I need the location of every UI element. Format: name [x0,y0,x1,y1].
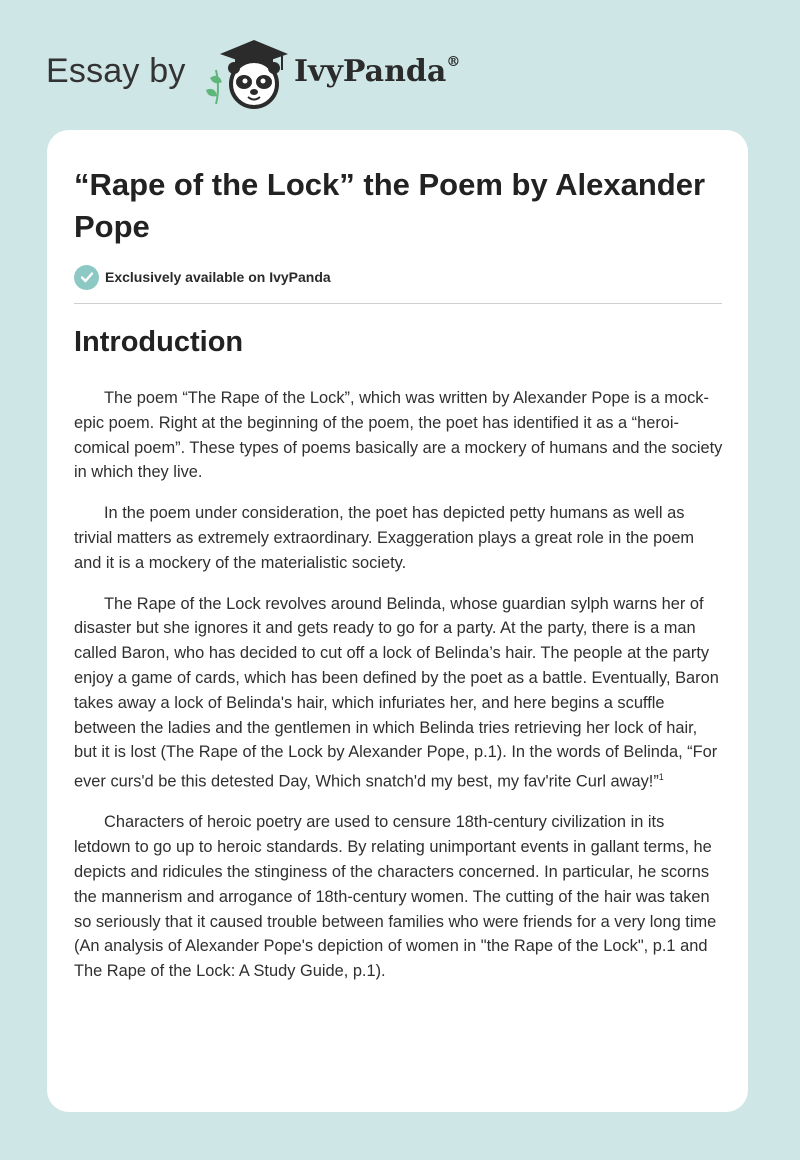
paragraph: Characters of heroic poetry are used to censure 18th-century civilization in its letdown to go up to heroic standards. By relating unimportant events in gallant terms, he depicts and ridicules the stinginess of the characters concerned. In particular, he scorns the mannerism and arrogance of 18th-century women. The cutting of the hair was taken so seriously that it caused trouble between families who were friends for a very long time (An analysis of Alexander Pope's depiction of women in "the Rape of the Lock", p.1 and The Rape of the Lock: A Study Guide, p.1). [74,813,717,981]
exclusive-badge [74,264,331,290]
exclusive-badge-label: Exclusively available on IvyPanda [105,269,331,285]
check-icon [74,265,99,290]
essay-card [47,130,748,1112]
section-heading: Introduction [74,326,244,358]
paragraph: In the poem under consideration, the poet has depicted petty humans as well as trivial matters as extremely extraordinary. Exaggeration plays a great role in the poem and it is a mockery of the materialistic society. [74,504,695,572]
registered-mark: ® [446,54,461,70]
site-header [46,30,546,110]
brand-name: IvyPanda [294,54,447,89]
brand-logo[interactable] [294,54,460,89]
essay-body [74,386,724,1000]
essay-by-label: Essay by [46,52,186,90]
divider [74,303,722,304]
panda-graduate-icon [202,34,292,110]
page-title: “Rape of the Lock” the Poem by Alexander Pope [74,167,706,244]
paragraph-text: The Rape of the Lock revolves around Belinda, whose guardian sylph warns her of disaster but she ignores it and gets ready to go for a party. At the party, there is a man called Baron, who has decided to cut off a lock of Belinda’s hair. The people at the party enjoy a game of cards, which has been defined by the poet as a battle. Eventually, Baron takes away a lock of Belinda's hair, which infuriates her, and here begins a scuffle between the ladies and the gentlemen in which Belinda tries retrieving her lock of hair, but it is lost (The Rape of the Lock by Alexander Pope, p.1). In the words of Belinda, “For ever curs'd be this detested Day, Which snatch'd my best, my fav'rite Curl away!” [74,594,719,791]
paragraph [74,592,724,795]
footnote-link[interactable]: 1 [658,772,664,783]
paragraph: The poem “The Rape of the Lock”, which was written by Alexander Pope is a mock-epic poem. Right at the beginning of the poem, the poet has identified it as a “heroi-comical poem”. These types of poems basically are a mockery of humans and the society in which they live. [74,389,723,482]
